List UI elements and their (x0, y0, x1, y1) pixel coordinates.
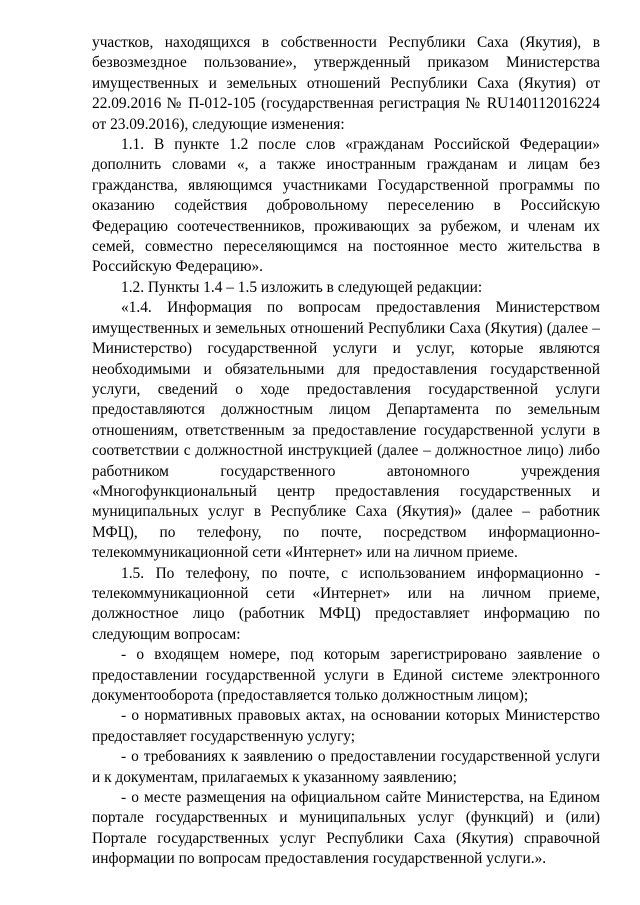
paragraph-1-2: 1.2. Пункты 1.4 – 1.5 изложить в следующей редакции: (121, 278, 483, 296)
list-item-application-requirements: - о требованиях к заявлению о предоставлении государственной услуги и к документам, прилагаемых к указанному заявлению; (92, 748, 600, 786)
list-item-reference-info-location: - о месте размещения на официальном сайте Министерства, на Едином портале государственных и муниципальных услуг (функций) и (или) Портале государственных услуг Республики Саха (Якутия) справочной информации по вопросам предоставления государственной услуги.». (92, 789, 600, 868)
paragraph-1-5: 1.5. По телефону, по почте, с использованием информационно - телекоммуникационной сети «Интернет» или на личном приеме, должностное лицо (работник МФЦ) предоставляет информацию по следующим вопросам: (92, 564, 600, 643)
list-item-normative-acts: - о нормативных правовых актах, на основании которых Министерство предоставляет государственную услугу; (92, 707, 600, 745)
list-item-incoming-number: - о входящем номере, под которым зарегистрировано заявление о предоставлении государственной услуги в Единой системе электронного документооборота (предоставляется только должностным лицом); (92, 646, 600, 704)
paragraph-intro: участков, находящихся в собственности Республики Саха (Якутия), в безвозмездное пользование», утвержденный приказом Министерства имущественных и земельных отношений Республики Саха (Якутия) от 22.09.2016 № П-012-105 (государственная регистрация № RU140112016224 от 23.09.2016), следующие изменения: (92, 34, 600, 133)
paragraph-1-1: 1.1. В пункте 1.2 после слов «гражданам Российской Федерации» дополнить словами «, а также иностранным гражданам и лицам без гражданства, являющимся участниками Государственной программы по оказанию содействия добровольному переселению в Российскую Федерацию соотечественников, проживающих за рубежом, и членам их семей, совместно переселяющимся на постоянное место жительства в Российскую Федерацию». (92, 136, 600, 276)
paragraph-1-4: «1.4. Информация по вопросам предоставления Министерством имущественных и земельных отношений Республики Саха (Якутия) (далее – Министерство) государственной услуги и услуг, которые являются необходимыми и обязательными для предоставления государственной услуги, сведений о ходе предоставления государственной услуги предоставляются должностным лицом Департамента по земельным отношениям, ответственным за предоставление государственной услуги в соответствии с должностной инструкцией (далее – должностное лицо) либо работником государственного автономного учреждения «Многофункциональный центр предоставления государственных и муниципальных услуг в Республике Саха (Якутия)» (далее – работник МФЦ), по телефону, по почте, посредством информационно-телекоммуникационной сети «Интернет» или на личном приеме. (92, 299, 600, 562)
